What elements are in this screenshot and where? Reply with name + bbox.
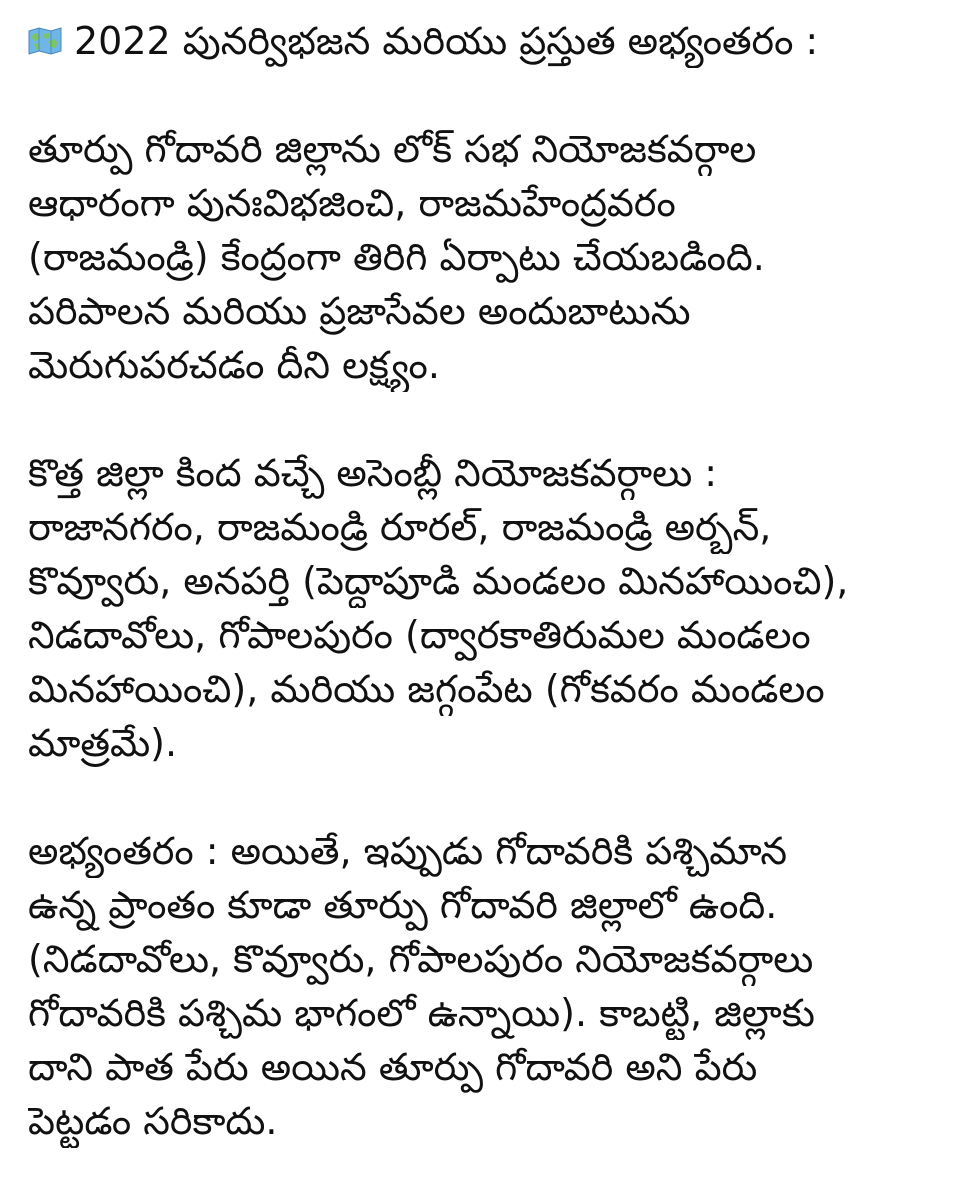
paragraph-line: దాని పాత పేరు అయిన తూర్పు గోదావరి అని పేరు	[28, 1045, 758, 1089]
paragraph-line: ఆధారంగా పునఃవిభజించి, రాజమహేంద్రవరం	[28, 181, 676, 225]
paragraph-line: (రాజమండ్రి) కేంద్రంగా తిరిగి ఏర్పాటు చేయబడింది.	[28, 235, 765, 279]
spacer	[28, 392, 938, 446]
paragraph-line: పెట్టడం సరికాదు.	[28, 1099, 278, 1143]
paragraph-redistricting	[28, 122, 938, 392]
paragraph-line: కొత్త జిల్లా కింద వచ్చే అసెంబ్లీ నియోజకవర్గాలు :	[28, 451, 718, 495]
paragraph-constituencies	[28, 446, 938, 770]
paragraph-line: రాజానగరం, రాజమండ్రి రూరల్, రాజమండ్రి అర్బన్,	[28, 505, 772, 549]
paragraph-line: అభ్యంతరం : అయితే, ఇప్పుడు గోదావరికి పశ్చిమాన	[28, 829, 788, 873]
paragraph-line: మాత్రమే).	[28, 721, 178, 765]
paragraph-line: గోదావరికి పశ్చిమ భాగంలో ఉన్నాయి). కాబట్టి, జిల్లాకు	[28, 991, 815, 1035]
paragraph-line: (నిడదావోలు, కొవ్వూరు, గోపాలపురం నియోజకవర్గాలు	[28, 937, 814, 981]
paragraph-line: ఉన్న ప్రాంతం కూడా తూర్పు గోదావరి జిల్లాలో ఉంది.	[28, 883, 778, 927]
paragraph-line: నిడదావోలు, గోపాలపురం (ద్వారకాతిరుమల మండలం	[28, 613, 811, 657]
spacer	[28, 770, 938, 824]
paragraph-line: మినహాయించి), మరియు జగ్గంపేట (గోకవరం మండలం	[28, 667, 825, 711]
paragraph-line: పరిపాలన మరియు ప్రజాసేవల అందుబాటును	[28, 289, 691, 333]
heading	[28, 14, 938, 68]
spacer	[28, 68, 938, 122]
world-map-icon	[28, 27, 62, 55]
paragraph-objection	[28, 824, 938, 1148]
document-body	[28, 14, 938, 1148]
paragraph-line: కొవ్వూరు, అనపర్తి (పెద్దాపూడి మండలం మినహాయించి),	[28, 559, 849, 603]
paragraph-line: మెరుగుపరచడం దీని లక్ష్యం.	[28, 343, 440, 387]
heading-text: 2022 పునర్విభజన మరియు ప్రస్తుత అభ్యంతరం :	[74, 19, 819, 63]
paragraph-line: తూర్పు గోదావరి జిల్లాను లోక్ సభ నియోజకవర్గాల	[28, 127, 757, 171]
